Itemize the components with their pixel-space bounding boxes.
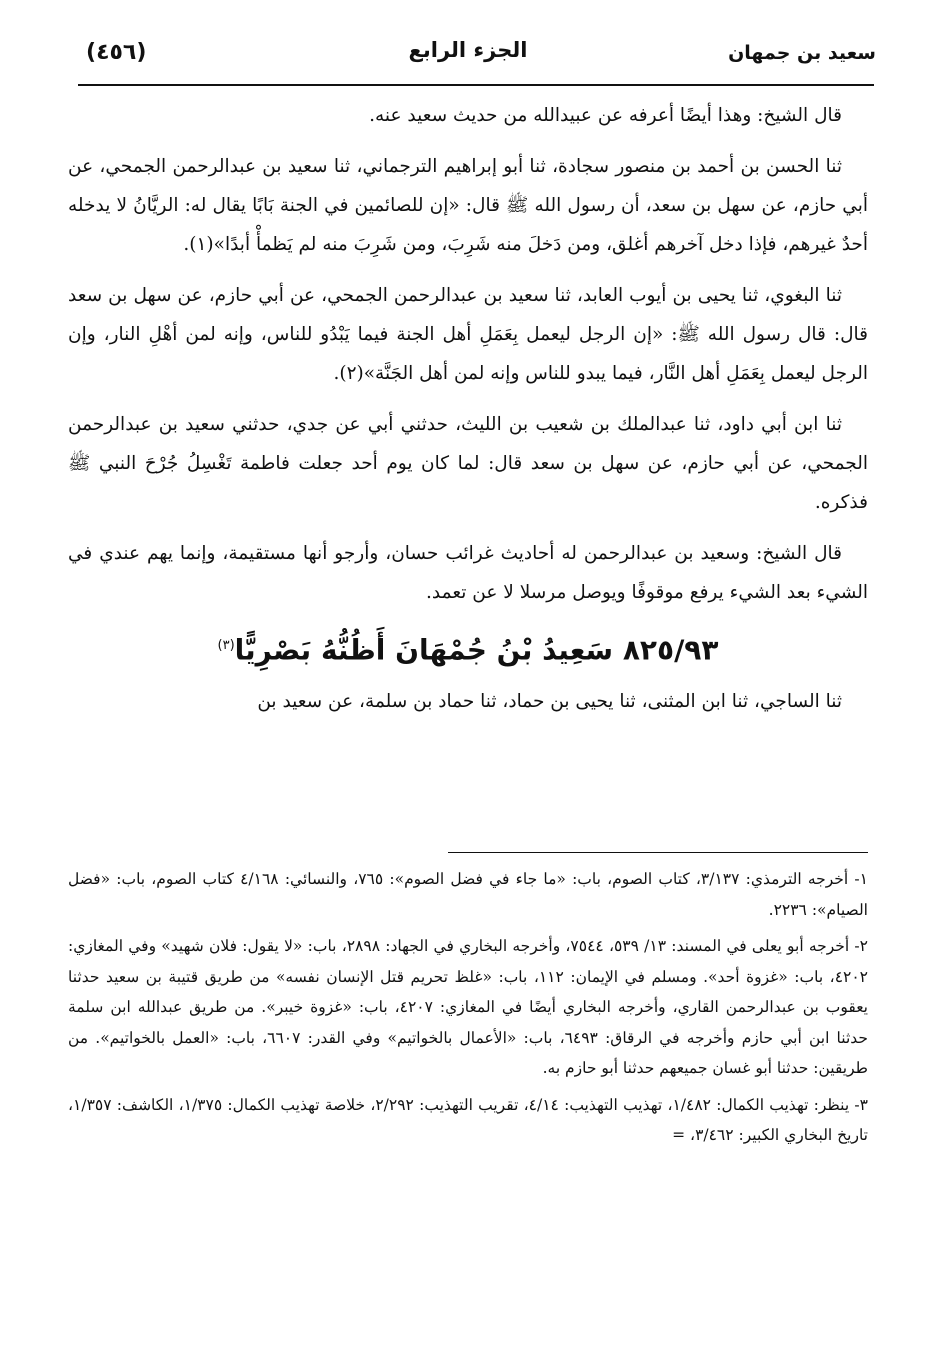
footnote-number: ٣-: [854, 1095, 868, 1114]
entry-heading: [68, 624, 868, 672]
footnote-divider: [448, 852, 868, 853]
paragraph: ثنا الحسن بن أحمد بن منصور سجادة، ثنا أبو إبراهيم الترجماني، ثنا سعيد بن عبدالرحمن الجمحي، عن أبي حازم، عن سهل بن سعد، أن رسول الله ﷺ قال: «إن للصائمين في الجنة بَابًا يقال له: الريَّانُ لا يدخله أحدٌ غيرهم، فإذا دخل آخرهم أغلق، ومن دَخلَ منه شَرِبَ، ومن شَرِبَ منه لم يَظمأْ أبدًا»(١).: [68, 156, 868, 255]
footnote-item: [68, 864, 868, 925]
footnote-number: ١-: [854, 870, 868, 888]
footnote-item: [68, 1090, 868, 1151]
footnote-text: أخرجه الترمذي: ٣/١٣٧، كتاب الصوم، باب: «ما جاء في فضل الصوم»: ٧٦٥، والنسائي: ٤/١٦٨ كتاب الصوم، باب: «فضل الصيام»: ٢٢٣٦.: [68, 870, 868, 919]
entry-heading-text: ٨٢٥/٩٣ سَعِيدُ بْنُ جُمْهَانَ أَظُنُّهُ بَصْرِيًّا: [234, 633, 719, 667]
main-text: [68, 96, 868, 733]
paragraph: ثنا ابن أبي داود، ثنا عبدالملك بن شعيب بن الليث، حدثني أبي عن جدي، حدثني سعيد بن عبدالرحمن الجمحي، عن أبي حازم، عن سهل بن سعد قال: لما كان يوم أحد جعلت فاطمة تَغْسِلُ جُرْحَ النبي ﷺ فذكره.: [68, 414, 868, 513]
footnote-item: [68, 931, 868, 1084]
page-header: [60, 30, 876, 82]
footnote-text: ينظر: تهذيب الكمال: ١/٤٨٢، تهذيب التهذيب: ٤/١٤، تقريب التهذيب: ٢/٢٩٢، خلاصة تهذيب الكمال: ١/٣٧٥، الكاشف: ١/٣٥٧، تاريخ البخاري الكبير: ٣/٤٦٢، =: [68, 1095, 868, 1144]
footnotes: [68, 864, 868, 1157]
entry-heading-footnote-ref: (٣): [217, 638, 235, 653]
paragraph: قال الشيخ: وسعيد بن عبدالرحمن له أحاديث غرائب حسان، وأرجو أنها مستقيمة، وإنما يهم عندي في الشيء بعد الشيء يرفع موقوفًا ويوصل مرسلا لا عن تعمد.: [68, 543, 868, 603]
running-title: سعيد بن جمهان: [728, 42, 876, 64]
paragraph: ثنا البغوي، ثنا يحيى بن أيوب العابد، ثنا سعيد بن عبدالرحمن الجمحي، عن أبي حازم، عن سهل بن سعد قال: قال رسول الله ﷺ: «إن الرجل ليعمل بِعَمَلِ أهل الجنة فيما يَبْدُو للناس، وإنه لمن أهْلِ النار، وإن الرجل ليعمل بِعَمَلِ أهل النَّار، فيما يبدو للناس وإنه لمن أهل الجَنَّة»(٢).: [68, 285, 868, 384]
header-divider: [78, 84, 874, 86]
footnote-number: ٢-: [854, 937, 868, 955]
footnote-text: أخرجه أبو يعلى في المسند: ١٣/ ٥٣٩، ٧٥٤٤، وأخرجه البخاري في الجهاد: ٢٨٩٨، باب: «لا يقول: فلان شهيد» وفي المغازي: ٤٢٠٢، باب: «غزوة أحد». ومسلم في الإيمان: ١١٢، باب: «غلظ تحريم قتل الإنسان نفسه» من طريق قتيبة بن سعيد حدثنا يعقوب بن عبدالرحمن القاري، وأخرجه البخاري أيضًا في المغازي: ٤٢٠٧، باب: «غزوة خيبر». من طريق عبدالله ابن سلمة حدثنا ابن أبي حازم وأخرجه في الرقاق: ٦٤٩٣، باب: «الأعمال بالخواتيم» وفي القدر: ٦٦٠٧، باب: «العمل بالخواتيم». من طريقين: حدثنا أبو غسان جميعهم حدثنا أبو حازم به.: [68, 937, 868, 1077]
paragraph: ثنا الساجي، ثنا ابن المثنى، ثنا يحيى بن حماد، ثنا حماد بن سلمة، عن سعيد بن: [257, 691, 842, 713]
volume-title: الجزء الرابع: [408, 38, 528, 62]
page-number: (٤٥٦): [86, 40, 147, 65]
paragraph: قال الشيخ: وهذا أيضًا أعرفه عن عبيدالله من حديث سعيد عنه.: [369, 105, 842, 126]
